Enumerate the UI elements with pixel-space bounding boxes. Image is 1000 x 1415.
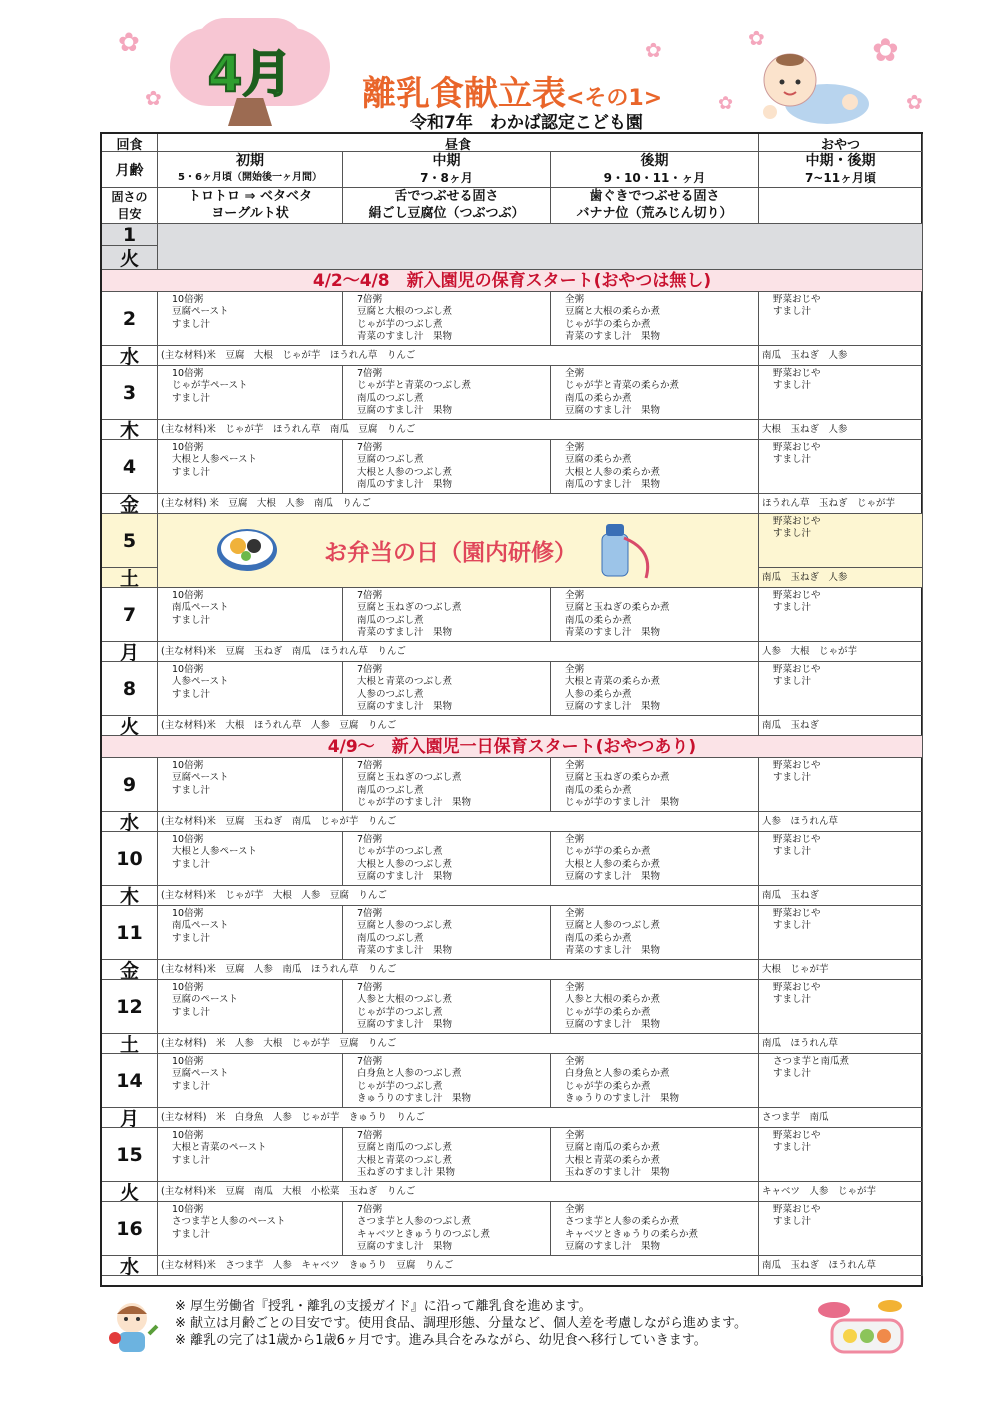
cherry-blossom-icon: ✿: [645, 38, 662, 62]
day-number: 8: [102, 662, 158, 716]
day-number: 15: [102, 1128, 158, 1182]
mid-texture: 舌でつぶせる固さ 絹ごし豆腐位（つぶつぶ）: [343, 188, 551, 224]
late-menu: 全粥 じゃが芋と青菜の柔らか煮 南瓜の柔らか煮 豆腐のすまし汁 果物: [551, 366, 759, 420]
day-number: 4: [102, 440, 158, 494]
notice-band: 4/9～ 新入園児一日保育スタート(おやつあり): [102, 736, 923, 758]
mid-menu: 7倍粥 白身魚と人参のつぶし煮 じゃが芋のつぶし煮 きゅうりのすまし汁 果物: [343, 1054, 551, 1108]
ingredients: (主な材料) 米 白身魚 人参 じゃが芋 きゅうり りんご: [158, 1108, 759, 1128]
weekday: 水: [102, 812, 158, 832]
water-bottle-icon: [596, 520, 656, 582]
snack-ingredients: 南瓜 玉ねぎ: [759, 716, 923, 736]
snack-ingredients: 南瓜 ほうれん草: [759, 1034, 923, 1054]
ingredients: (主な材料)米 じゃが芋 ほうれん草 南瓜 豆腐 りんご: [158, 420, 759, 440]
snack-menu: 野菜おじや すまし汁: [759, 662, 923, 716]
early-menu: 10倍粥 大根と人参ペースト すまし汁: [158, 832, 343, 886]
early-menu: 10倍粥 豆腐ペースト すまし汁: [158, 758, 343, 812]
snack-menu: 野菜おじや すまし汁: [759, 1128, 923, 1182]
texture-label: 固さの 目安: [102, 188, 158, 224]
day-number: 3: [102, 366, 158, 420]
snack-ingredients: キャベツ 人参 じゃが芋: [759, 1182, 923, 1202]
snack-ingredients: 大根 玉ねぎ 人参: [759, 420, 923, 440]
note-line: ※ 離乳の完了は1歳から1歳6ヶ月です。進み具合をみながら、幼児食へ移行していきます。: [175, 1333, 707, 1348]
snack-menu: 野菜おじや すまし汁: [759, 832, 923, 886]
month-label: 4月: [207, 45, 293, 103]
snack-ingredients: ほうれん草 玉ねぎ じゃが芋: [759, 494, 923, 514]
notice-band: 4/2～4/8 新入園児の保育スタート(おやつは無し): [102, 270, 923, 292]
snack-texture: [759, 188, 923, 224]
ingredients: (主な材料)米 豆腐 人参 南瓜 ほうれん草 りんご: [158, 960, 759, 980]
weekday: 土: [102, 568, 158, 588]
child-eating-icon: [105, 1298, 160, 1356]
early-menu: 10倍粥 大根と人参ペースト すまし汁: [158, 440, 343, 494]
ingredients: (主な材料)米 豆腐 玉ねぎ 南瓜 ほうれん草 りんご: [158, 642, 759, 662]
snack-header: おやつ: [759, 134, 923, 152]
day-number: 7: [102, 588, 158, 642]
day-number: 10: [102, 832, 158, 886]
day-number: 16: [102, 1202, 158, 1256]
mid-menu: 7倍粥 豆腐と玉ねぎのつぶし煮 南瓜のつぶし煮 青菜のすまし汁 果物: [343, 588, 551, 642]
snack-stage-header: 中期・後期 7~11ヶ月頃: [759, 152, 923, 188]
snack-menu: さつま芋と南瓜煮 すまし汁: [759, 1054, 923, 1108]
late-menu: 全粥 豆腐と玉ねぎの柔らか煮 南瓜の柔らか煮 じゃが芋のすまし汁 果物: [551, 758, 759, 812]
early-menu: 10倍粥 南瓜ペースト すまし汁: [158, 906, 343, 960]
day-number: 12: [102, 980, 158, 1034]
note-line: ※ 献立は月齢ごとの目安です。使用食品、調理形態、分量など、個人差を考慮しながら進めます。: [175, 1316, 747, 1331]
late-menu: 全粥 豆腐の柔らか煮 大根と人参の柔らか煮 南瓜のすまし汁 果物: [551, 440, 759, 494]
menu-table: [100, 132, 923, 1287]
day-number: 1: [102, 224, 158, 246]
cherry-blossom-icon: ✿: [748, 26, 765, 50]
mid-menu: 7倍粥 さつま芋と人参のつぶし煮 キャベツときゅうりのつぶし煮 豆腐のすまし汁 果物: [343, 1202, 551, 1256]
mid-menu: 7倍粥 豆腐と玉ねぎのつぶし煮 南瓜のつぶし煮 じゃが芋のすまし汁 果物: [343, 758, 551, 812]
mid-menu: 7倍粥 じゃが芋のつぶし煮 大根と人参のつぶし煮 豆腐のすまし汁 果物: [343, 832, 551, 886]
ingredients: (主な材料)米 さつま芋 人参 キャベツ きゅうり 豆腐 りんご: [158, 1256, 759, 1276]
weekday: 火: [102, 1182, 158, 1202]
early-stage-header: 初期 5・6ヶ月頃（開始後一ヶ月間）: [158, 152, 343, 188]
snack-menu: 野菜おじや すまし汁: [759, 1202, 923, 1256]
page-subtitle: 令和7年 わかば認定こども園: [410, 113, 643, 133]
footer-notes: [175, 1298, 747, 1349]
early-menu: 10倍粥 豆腐のペースト すまし汁: [158, 980, 343, 1034]
snack-ingredients: 南瓜 玉ねぎ ほうれん草: [759, 1256, 923, 1276]
ingredients: (主な材料)米 じゃが芋 大根 人参 豆腐 りんご: [158, 886, 759, 906]
late-menu: 全粥 豆腐と人参のつぶし煮 南瓜の柔らか煮 青菜のすまし汁 果物: [551, 906, 759, 960]
weekday: 月: [102, 1108, 158, 1128]
note-line: ※ 厚生労働省『授乳・離乳の支援ガイド』に沿って離乳食を進めます。: [175, 1299, 592, 1314]
ingredients: (主な材料) 米 人参 大根 じゃが芋 豆腐 りんご: [158, 1034, 759, 1054]
snack-ingredients: 南瓜 玉ねぎ 人参: [759, 568, 923, 588]
snack-menu: 野菜おじや すまし汁: [759, 758, 923, 812]
snack-ingredients: 大根 じゃが芋: [759, 960, 923, 980]
weekday: 土: [102, 1034, 158, 1054]
day-number: 2: [102, 292, 158, 346]
snack-ingredients: さつま芋 南瓜: [759, 1108, 923, 1128]
page-header: [0, 0, 1000, 132]
weekday: 水: [102, 346, 158, 366]
page-title: 離乳食献立表<その1>: [362, 74, 663, 114]
late-menu: 全粥 白身魚と人参の柔らか煮 じゃが芋の柔らか煮 きゅうりのすまし汁 果物: [551, 1054, 759, 1108]
snack-menu: 野菜おじや すまし汁: [759, 906, 923, 960]
age-label: 月齢: [102, 152, 158, 188]
cherry-blossom-icon: ✿: [118, 28, 140, 58]
snack-ingredients: 人参 大根 じゃが芋: [759, 642, 923, 662]
early-menu: 10倍粥 大根と青菜のペースト すまし汁: [158, 1128, 343, 1182]
bento-day: [158, 514, 759, 588]
ingredients: (主な材料) 米 豆腐 大根 人参 南瓜 りんご: [158, 494, 759, 514]
snack-ingredients: 南瓜 玉ねぎ: [759, 886, 923, 906]
weekday: 木: [102, 886, 158, 906]
mid-menu: 7倍粥 豆腐のつぶし煮 大根と人参のつぶし煮 南瓜のすまし汁 果物: [343, 440, 551, 494]
mid-menu: 7倍粥 人参と大根のつぶし煮 じゃが芋のつぶし煮 豆腐のすまし汁 果物: [343, 980, 551, 1034]
lunch-header: 昼食: [158, 134, 759, 152]
snack-menu: 野菜おじや すまし汁: [759, 514, 923, 568]
late-menu: 全粥 人参と大根の柔らか煮 じゃが芋の柔らか煮 豆腐のすまし汁 果物: [551, 980, 759, 1034]
snack-menu: 野菜おじや すまし汁: [759, 440, 923, 494]
day-number: 11: [102, 906, 158, 960]
bento-box-icon: [216, 524, 278, 572]
ingredients: (主な材料)米 豆腐 玉ねぎ 南瓜 じゃが芋 りんご: [158, 812, 759, 832]
weekday: 金: [102, 494, 158, 514]
weekday: 火: [102, 716, 158, 736]
baby-food-dish-icon: [812, 1296, 912, 1356]
late-menu: 全粥 豆腐と玉ねぎの柔らか煮 南瓜の柔らか煮 青菜のすまし汁 果物: [551, 588, 759, 642]
snack-menu: 野菜おじや すまし汁: [759, 366, 923, 420]
baby-illustration-icon: [742, 42, 892, 128]
early-menu: 10倍粥 豆腐ペースト すまし汁: [158, 1054, 343, 1108]
late-menu: 全粥 じゃが芋の柔らか煮 大根と人参の柔らか煮 豆腐のすまし汁 果物: [551, 832, 759, 886]
ingredients: (主な材料)米 豆腐 大根 じゃが芋 ほうれん草 りんご: [158, 346, 759, 366]
mid-menu: 7倍粥 豆腐と人参のつぶし煮 南瓜のつぶし煮 青菜のすまし汁 果物: [343, 906, 551, 960]
snack-ingredients: 南瓜 玉ねぎ 人参: [759, 346, 923, 366]
snack-menu: 野菜おじや すまし汁: [759, 292, 923, 346]
cherry-blossom-icon: ✿: [906, 90, 923, 114]
mid-menu: 7倍粥 じゃが芋と青菜のつぶし煮 南瓜のつぶし煮 豆腐のすまし汁 果物: [343, 366, 551, 420]
weekday: 木: [102, 420, 158, 440]
mid-menu: 7倍粥 豆腐と大根のつぶし煮 じゃが芋のつぶし煮 青菜のすまし汁 果物: [343, 292, 551, 346]
cherry-blossom-icon: ✿: [145, 86, 162, 110]
closed-day: [158, 224, 923, 270]
early-menu: 10倍粥 さつま芋と人参のペースト すまし汁: [158, 1202, 343, 1256]
day-number: 9: [102, 758, 158, 812]
late-menu: 全粥 豆腐と大根の柔らか煮 じゃが芋の柔らか煮 青菜のすまし汁 果物: [551, 292, 759, 346]
weekday: 水: [102, 1256, 158, 1276]
late-menu: 全粥 豆腐と南瓜の柔らか煮 大根と青菜の柔らか煮 玉ねぎのすまし汁 果物: [551, 1128, 759, 1182]
bento-day-text: お弁当の日（園内研修）: [324, 540, 577, 566]
late-texture: 歯ぐきでつぶせる固さ バナナ位（荒みじん切り）: [551, 188, 759, 224]
mid-stage-header: 中期 7・8ヶ月: [343, 152, 551, 188]
ingredients: (主な材料)米 豆腐 南瓜 大根 小松菜 玉ねぎ りんご: [158, 1182, 759, 1202]
early-menu: 10倍粥 豆腐ペースト すまし汁: [158, 292, 343, 346]
cherry-blossom-icon: ✿: [718, 93, 734, 114]
cherry-blossom-icon: ✿: [872, 31, 899, 69]
row-header-label: 回食: [102, 134, 158, 152]
early-menu: 10倍粥 じゃが芋ペースト すまし汁: [158, 366, 343, 420]
day-number: 14: [102, 1054, 158, 1108]
ingredients: (主な材料)米 大根 ほうれん草 人参 豆腐 りんご: [158, 716, 759, 736]
day-number: 5: [102, 514, 158, 568]
snack-menu: 野菜おじや すまし汁: [759, 588, 923, 642]
early-menu: 10倍粥 人参ペースト すまし汁: [158, 662, 343, 716]
early-texture: トロトロ ⇒ ベタベタ ヨーグルト状: [158, 188, 343, 224]
mid-menu: 7倍粥 大根と青菜のつぶし煮 人参のつぶし煮 豆腐のすまし汁 果物: [343, 662, 551, 716]
mid-menu: 7倍粥 豆腐と南瓜のつぶし煮 大根と青菜のつぶし煮 玉ねぎのすまし汁 果物: [343, 1128, 551, 1182]
early-menu: 10倍粥 南瓜ペースト すまし汁: [158, 588, 343, 642]
weekday: 火: [102, 246, 158, 270]
snack-menu: 野菜おじや すまし汁: [759, 980, 923, 1034]
late-menu: 全粥 さつま芋と人参の柔らか煮 キャベツときゅうりの柔らか煮 豆腐のすまし汁 果物: [551, 1202, 759, 1256]
weekday: 月: [102, 642, 158, 662]
weekday: 金: [102, 960, 158, 980]
snack-ingredients: 人参 ほうれん草: [759, 812, 923, 832]
late-stage-header: 後期 9・10・11・ヶ月: [551, 152, 759, 188]
late-menu: 全粥 大根と青菜の柔らか煮 人参の柔らか煮 豆腐のすまし汁 果物: [551, 662, 759, 716]
